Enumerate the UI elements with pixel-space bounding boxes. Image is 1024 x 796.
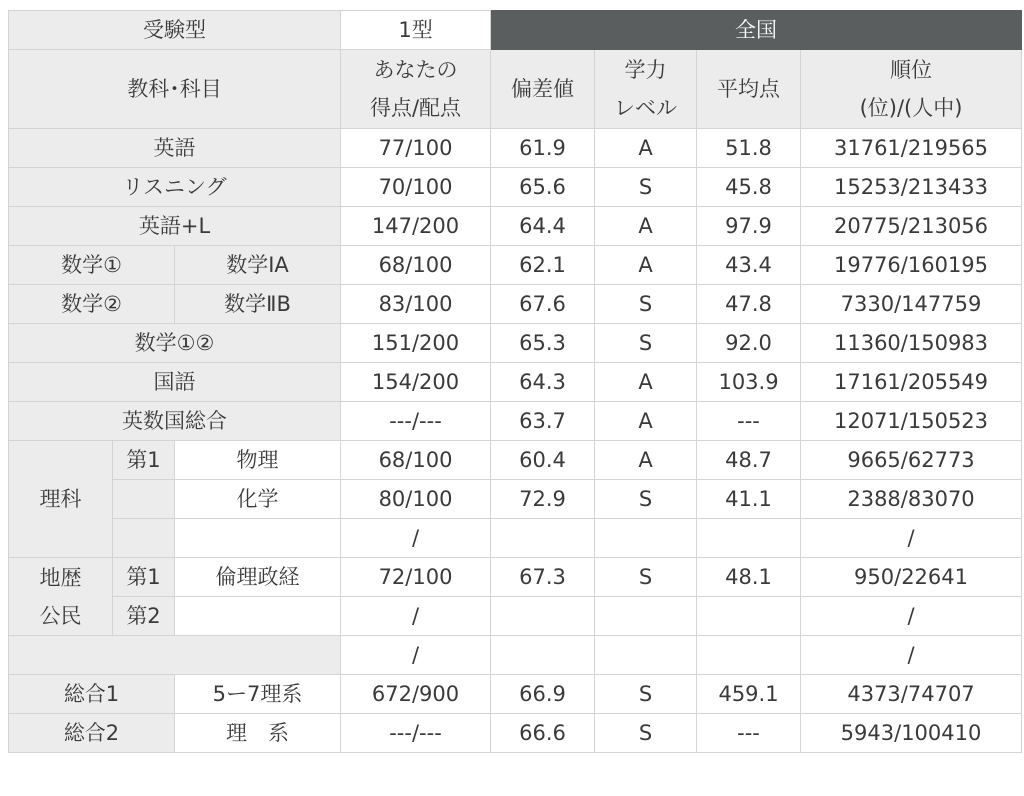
scope-label: 全国 (491, 11, 1022, 50)
row-math2 (9, 285, 1022, 324)
subject-name: 英語+L (9, 207, 341, 246)
subject-order: 第2 (113, 597, 175, 636)
subject-order: 第1 (113, 441, 175, 480)
level-header-line2: レベル (614, 96, 678, 120)
rank: 4373/74707 (801, 675, 1022, 714)
row-science-blank (9, 519, 1022, 558)
level: S (595, 675, 697, 714)
average: 47.8 (697, 285, 801, 324)
science-group: 理科 (9, 441, 113, 558)
deviation: 60.4 (491, 441, 595, 480)
level-header (595, 50, 697, 129)
subject-group: 総合2 (9, 714, 175, 753)
deviation: 72.9 (491, 480, 595, 519)
level: S (595, 480, 697, 519)
score: 154/200 (341, 363, 491, 402)
rank: / (801, 519, 1022, 558)
score: 68/100 (341, 246, 491, 285)
level: S (595, 285, 697, 324)
score: 672/900 (341, 675, 491, 714)
rank: 12071/150523 (801, 402, 1022, 441)
score: 147/200 (341, 207, 491, 246)
rank: 11360/150983 (801, 324, 1022, 363)
level (595, 519, 697, 558)
deviation: 67.3 (491, 558, 595, 597)
subject-name: 数学ⅡB (175, 285, 341, 324)
row-english (9, 129, 1022, 168)
subject-name: 倫理政経 (175, 558, 341, 597)
subject-header: 教科･科目 (9, 50, 341, 129)
level: A (595, 246, 697, 285)
deviation: 66.9 (491, 675, 595, 714)
subject-name (9, 636, 341, 675)
deviation: 62.1 (491, 246, 595, 285)
deviation: 66.6 (491, 714, 595, 753)
average: 43.4 (697, 246, 801, 285)
exam-type-value: 1型 (341, 11, 491, 50)
level (595, 636, 697, 675)
rank-header-line2: (位)/(人中) (859, 96, 963, 120)
level: S (595, 558, 697, 597)
average: 103.9 (697, 363, 801, 402)
level: S (595, 168, 697, 207)
exam-type-label: 受験型 (9, 11, 341, 50)
average (697, 597, 801, 636)
subject-name: 国語 (9, 363, 341, 402)
rank: / (801, 597, 1022, 636)
average: 45.8 (697, 168, 801, 207)
score-header (341, 50, 491, 129)
row-ethics (9, 558, 1022, 597)
subject-name: 物理 (175, 441, 341, 480)
deviation: 64.4 (491, 207, 595, 246)
rank: 17161/205549 (801, 363, 1022, 402)
average: 92.0 (697, 324, 801, 363)
average (697, 519, 801, 558)
row-chemistry (9, 480, 1022, 519)
score: 72/100 (341, 558, 491, 597)
subject-name: 英語 (9, 129, 341, 168)
score-table (8, 10, 1022, 753)
average: 459.1 (697, 675, 801, 714)
subject-order (113, 480, 175, 519)
row-total2 (9, 714, 1022, 753)
row-listening (9, 168, 1022, 207)
row-physics (9, 441, 1022, 480)
subject-name: 化学 (175, 480, 341, 519)
rank: 19776/160195 (801, 246, 1022, 285)
subject-name: 理 系 (175, 714, 341, 753)
row-math12 (9, 324, 1022, 363)
subject-group: 総合1 (9, 675, 175, 714)
rank: 15253/213433 (801, 168, 1022, 207)
deviation: 63.7 (491, 402, 595, 441)
deviation: 65.6 (491, 168, 595, 207)
score-header-line1: あなたの (373, 58, 458, 82)
header-row-2 (9, 50, 1022, 129)
average-header: 平均点 (697, 50, 801, 129)
score: 80/100 (341, 480, 491, 519)
score-report (8, 10, 1022, 753)
header-row-1 (9, 11, 1022, 50)
score: ---/--- (341, 402, 491, 441)
subject-name (175, 519, 341, 558)
subject-name (175, 597, 341, 636)
social-group-line1: 地歴 (39, 565, 82, 590)
average: 48.7 (697, 441, 801, 480)
deviation: 61.9 (491, 129, 595, 168)
level: S (595, 324, 697, 363)
score: ---/--- (341, 714, 491, 753)
deviation: 65.3 (491, 324, 595, 363)
rank: 7330/147759 (801, 285, 1022, 324)
row-japanese (9, 363, 1022, 402)
level: A (595, 441, 697, 480)
subject-name: 数学①② (9, 324, 341, 363)
rank: 950/22641 (801, 558, 1022, 597)
score: 77/100 (341, 129, 491, 168)
rank-header (801, 50, 1022, 129)
row-math1 (9, 246, 1022, 285)
row-blank (9, 636, 1022, 675)
average (697, 636, 801, 675)
average: 51.8 (697, 129, 801, 168)
average: --- (697, 714, 801, 753)
level: A (595, 402, 697, 441)
rank: / (801, 636, 1022, 675)
deviation-header: 偏差値 (491, 50, 595, 129)
row-total1 (9, 675, 1022, 714)
rank: 31761/219565 (801, 129, 1022, 168)
subject-order: 第1 (113, 558, 175, 597)
score: 68/100 (341, 441, 491, 480)
score: / (341, 519, 491, 558)
score: 70/100 (341, 168, 491, 207)
row-social-2 (9, 597, 1022, 636)
score: / (341, 597, 491, 636)
subject-group: 数学② (9, 285, 175, 324)
rank: 20775/213056 (801, 207, 1022, 246)
row-english-l (9, 207, 1022, 246)
deviation (491, 519, 595, 558)
subject-group: 数学① (9, 246, 175, 285)
deviation (491, 597, 595, 636)
score: 151/200 (341, 324, 491, 363)
deviation: 67.6 (491, 285, 595, 324)
subject-order (113, 519, 175, 558)
level: A (595, 129, 697, 168)
row-eng-math-jp (9, 402, 1022, 441)
level: A (595, 363, 697, 402)
subject-name: リスニング (9, 168, 341, 207)
score-header-line2: 得点/配点 (369, 96, 462, 120)
social-group-line2: 公民 (39, 603, 82, 628)
social-group (9, 558, 113, 636)
average: 48.1 (697, 558, 801, 597)
level: A (595, 207, 697, 246)
subject-name: 英数国総合 (9, 402, 341, 441)
deviation (491, 636, 595, 675)
rank: 9665/62773 (801, 441, 1022, 480)
average: --- (697, 402, 801, 441)
rank: 2388/83070 (801, 480, 1022, 519)
level: S (595, 714, 697, 753)
level-header-line1: 学力 (624, 58, 667, 82)
deviation: 64.3 (491, 363, 595, 402)
subject-name: 5ー7理系 (175, 675, 341, 714)
level (595, 597, 697, 636)
subject-name: 数学ⅠA (175, 246, 341, 285)
rank-header-line1: 順位 (890, 58, 933, 82)
average: 41.1 (697, 480, 801, 519)
rank: 5943/100410 (801, 714, 1022, 753)
average: 97.9 (697, 207, 801, 246)
score: / (341, 636, 491, 675)
score: 83/100 (341, 285, 491, 324)
